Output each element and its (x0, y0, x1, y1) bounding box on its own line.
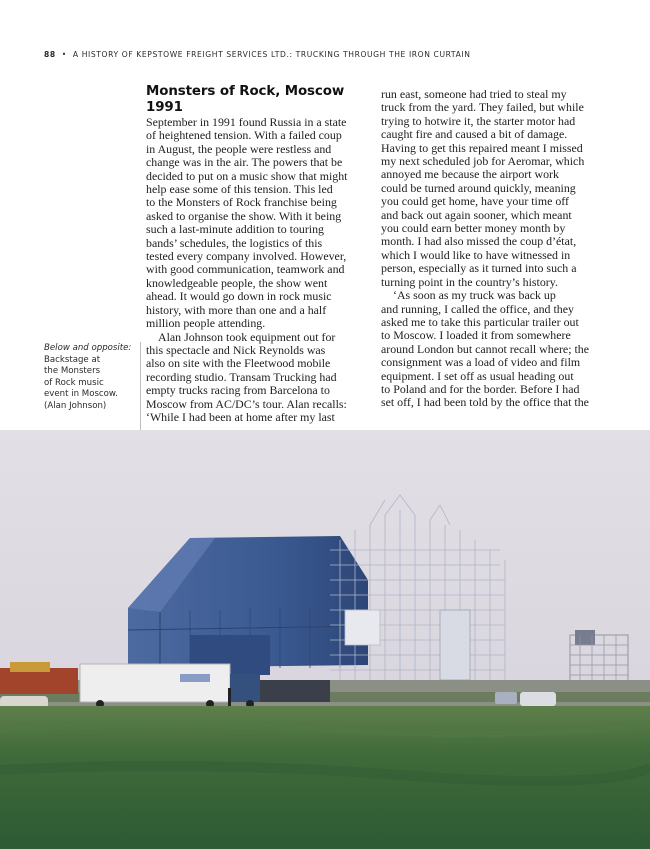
text-line: help ease some of this tension. This led (146, 182, 333, 197)
text-line: million people attending. (146, 316, 266, 331)
text-line: to Poland and for the border. Before I had (381, 381, 580, 396)
text-line: set off, I had been told by the office that the (381, 395, 589, 410)
caption-line: the Monsters (44, 366, 101, 377)
section-heading: Monsters of Rock, Moscow 1991 (146, 84, 345, 115)
text-line: ahead. It would go down in rock music (146, 289, 332, 304)
text-line: annoyed me because the airport work (381, 167, 559, 182)
article-column-1 (146, 84, 366, 424)
text-line: around London but cannot recall where; the (381, 341, 590, 356)
text-line: truck from the yard. They failed, but while (381, 100, 584, 115)
text-line: also on site with the Fleetwood mobile (146, 356, 331, 371)
text-line: change was in the air. The powers that be (146, 155, 343, 170)
text-line: person, especially as it turned into such a (381, 261, 577, 276)
text-line: decided to put on a music show that might (146, 168, 348, 183)
text-line: asked to organise the show. With it being (146, 208, 342, 223)
text-line: and running, I called the office, and they (381, 301, 574, 316)
text-line: month. I had also missed the coup d’état, (381, 234, 577, 249)
text-line: tested every company involved. However, (146, 249, 347, 264)
text-line: equipment. I set off as usual heading out (381, 368, 574, 383)
text-line: of heightened tension. With a failed coup (146, 128, 342, 143)
text-line: caught fire and caused a bit of damage. (381, 127, 568, 142)
text-line: knowledgeable people, the show went (146, 275, 328, 290)
text-line: ‘While I had been at home after my last (146, 409, 335, 424)
text-line: Moscow from AC/DC’s tour. Alan recalls: (146, 396, 347, 411)
text-line: you could get home, have your time off (381, 194, 570, 209)
caption-lead: Below and opposite: (44, 343, 132, 353)
text-line: bands’ schedules, the logistics of this (146, 235, 323, 250)
page-number: 88 (44, 50, 56, 59)
text-line: Alan Johnson took equipment out for (158, 329, 336, 344)
text-line: such a last-minute addition to touring (146, 222, 324, 237)
text-line: September in 1991 found Russia in a state (146, 115, 347, 129)
text-line: in August, the people were restless and (146, 141, 332, 156)
article-column-2 (381, 88, 602, 410)
text-line: recording studio. Transam Trucking had (146, 369, 337, 384)
backstage-photo (0, 430, 650, 849)
text-line: turning point in the country’s history. (381, 274, 558, 289)
text-line: to the Monsters of Rock franchise being (146, 195, 337, 210)
text-line: ‘As soon as my truck was back up (393, 288, 556, 303)
text-line: Having to get this repaired meant I missed (381, 140, 583, 155)
text-line: this spectacle and Nick Reynolds was (146, 342, 326, 357)
book-title: A HISTORY OF KEPSTOWE FREIGHT SERVICES LTD.: TRUCKING THROUGH THE IRON CURTAIN (72, 50, 471, 59)
text-line: empty trucks racing from Barcelona to (146, 383, 330, 398)
text-line: you could earn better money month by (381, 221, 566, 236)
text-line: which I would like to have witnessed in (381, 247, 571, 262)
caption-line: of Rock music (44, 377, 104, 388)
text-line: to Moscow. I loaded it from somewhere (381, 328, 571, 343)
text-line: and back out again sooner, which meant (381, 207, 572, 222)
text-line: trying to hotwire it, the starter motor had (381, 113, 576, 128)
text-line: asked me to take this particular trailer out (381, 314, 579, 329)
caption-line: event in Moscow. (44, 389, 118, 400)
text-line: run east, someone had tried to steal my (381, 87, 567, 101)
text-line: could be turned around quickly, meaning (381, 180, 576, 195)
text-line: history, with more than one and a half (146, 302, 327, 317)
text-line: with good communication, teamwork and (146, 262, 345, 277)
running-head (44, 50, 624, 59)
header-bullet: • (61, 50, 67, 59)
text-line: my next scheduled job for Aeromar, which (381, 154, 585, 169)
caption-line: Backstage at (44, 354, 101, 365)
caption-line: (Alan Johnson) (44, 400, 107, 411)
photo-caption (44, 343, 136, 413)
text-line: consignment was a load of video and film (381, 355, 581, 370)
caption-divider (140, 342, 141, 430)
